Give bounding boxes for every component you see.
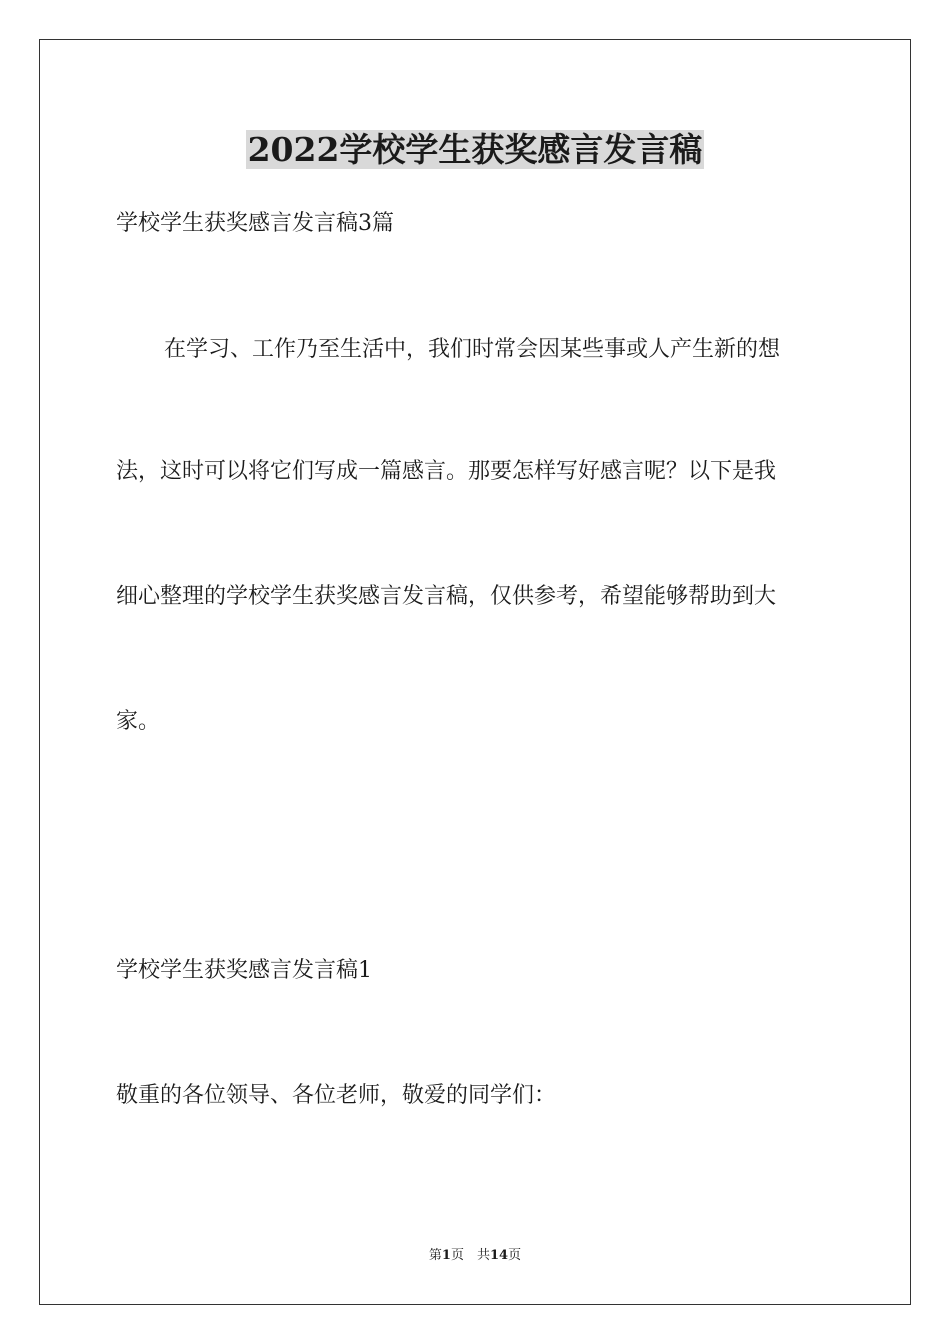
document-title: [0, 128, 950, 172]
intro-line-3: 细心整理的学校学生获奖感言发言稿，仅供参考，希望能够帮助到大: [116, 584, 777, 609]
document-title-text: 2022学校学生获奖感言发言稿: [247, 130, 703, 169]
intro-line-2: 法，这时可以将它们写成一篇感言。那要怎样写好感言呢？以下是我: [116, 459, 777, 484]
footer-page-prefix: 第: [428, 1248, 442, 1263]
footer-page-total: 14: [489, 1248, 509, 1263]
intro-line-4: 家。: [116, 709, 161, 734]
footer-page-mid: 页 共: [450, 1248, 490, 1263]
salutation: 敬重的各位领导、各位老师，敬爱的同学们：: [116, 1083, 557, 1108]
document-subtitle: 学校学生获奖感言发言稿3篇: [116, 211, 394, 236]
page-footer: [0, 1247, 950, 1265]
section-heading: 学校学生获奖感言发言稿1: [116, 958, 372, 983]
footer-page-suffix: 页: [508, 1248, 522, 1263]
intro-line-1: 在学习、工作乃至生活中，我们时常会因某些事或人产生新的想: [164, 337, 781, 362]
footer-page-number: 1: [441, 1248, 451, 1263]
